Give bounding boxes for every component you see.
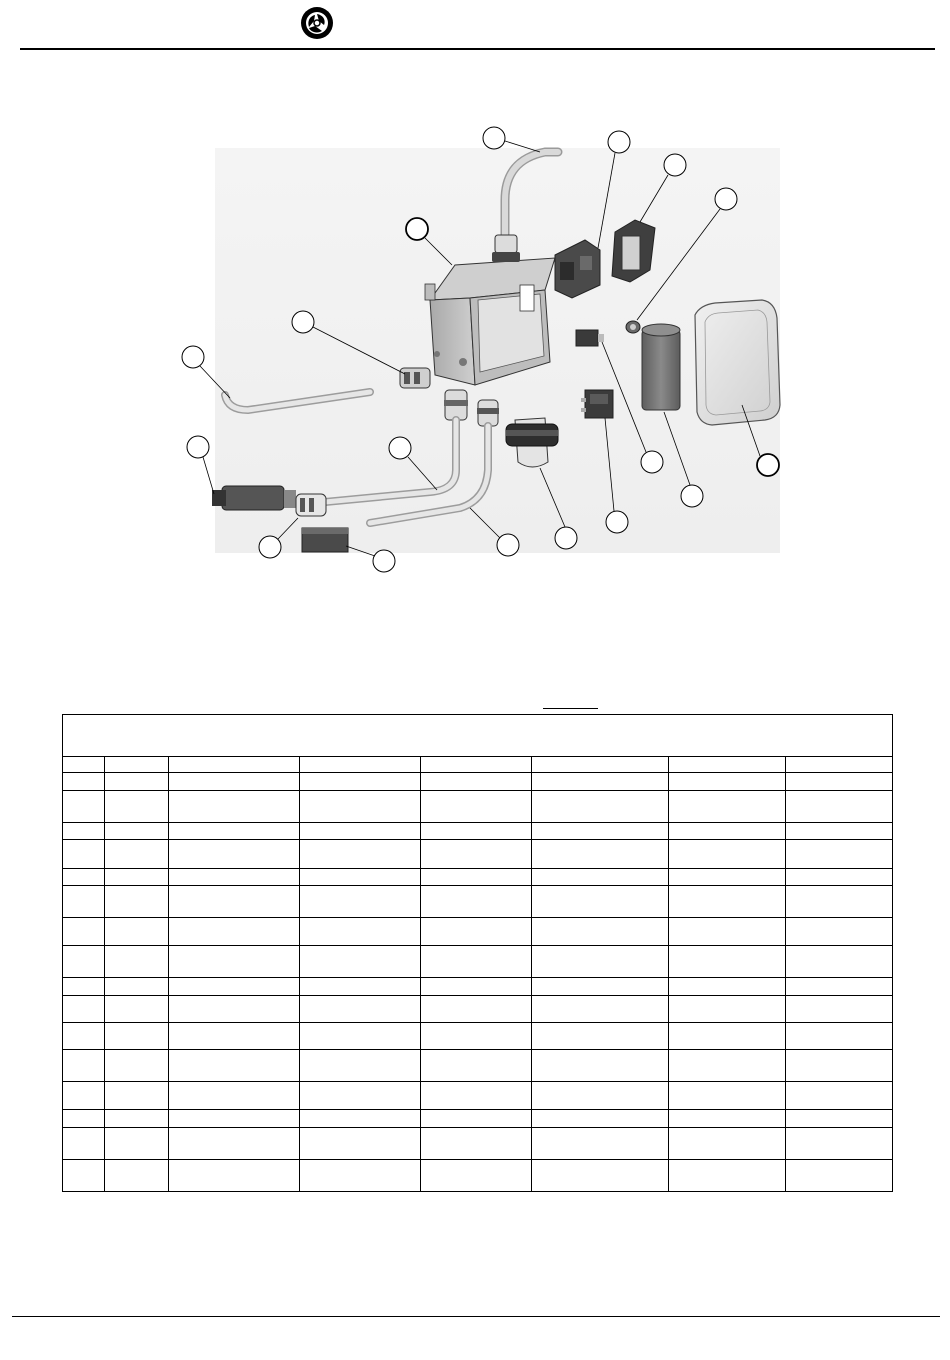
table-row — [63, 1109, 893, 1127]
table-header-cell — [63, 715, 893, 757]
table-row — [63, 1159, 893, 1191]
grommet — [626, 321, 640, 333]
junction-block — [612, 220, 655, 282]
table-header-row — [63, 715, 893, 757]
small-switch — [576, 330, 604, 346]
float-switch — [212, 486, 296, 510]
table-row — [63, 945, 893, 977]
cord-connector — [296, 494, 326, 516]
parts-list-table — [62, 714, 893, 1192]
callout-bubble — [373, 550, 395, 572]
terminal-connector — [555, 240, 600, 298]
callout-bubble — [641, 451, 663, 473]
table-row — [63, 996, 893, 1023]
callout-bubble — [406, 218, 428, 240]
table-row — [63, 773, 893, 791]
callout-bubble — [757, 454, 779, 476]
callout-bubble — [608, 131, 630, 153]
callout-bubble — [483, 127, 505, 149]
table-row — [63, 791, 893, 823]
capacitor — [642, 324, 680, 410]
cable-gland-top — [492, 235, 520, 262]
table-row — [63, 978, 893, 996]
table-row — [63, 823, 893, 840]
callout-bubble — [182, 346, 204, 368]
cable-gland-side — [400, 368, 430, 388]
callout-bubble — [259, 536, 281, 558]
table-row — [63, 840, 893, 868]
callout-bubble — [389, 437, 411, 459]
table-row — [63, 917, 893, 945]
table-row — [63, 757, 893, 773]
terminal-block — [302, 528, 348, 552]
table-row — [63, 1082, 893, 1109]
callout-bubble — [555, 527, 577, 549]
enclosure-box — [425, 258, 555, 385]
table-title-underline — [543, 708, 598, 709]
callout-bubble — [292, 311, 314, 333]
rocker-switch — [581, 390, 613, 418]
callout-bubble — [606, 511, 628, 533]
callout-bubble — [187, 436, 209, 458]
table-row — [63, 868, 893, 885]
pilot-light — [506, 418, 558, 467]
footer-rule — [12, 1316, 940, 1317]
sensor-cable — [505, 152, 558, 235]
cable-gland-bottom-left — [444, 390, 468, 420]
callout-bubble — [664, 154, 686, 176]
table-row — [63, 1127, 893, 1159]
callout-bubble — [715, 188, 737, 210]
table-row — [63, 1023, 893, 1050]
table-row — [63, 1050, 893, 1082]
table-row — [63, 885, 893, 917]
callout-bubble — [681, 485, 703, 507]
cover-lid — [695, 300, 780, 425]
callout-bubble — [497, 534, 519, 556]
